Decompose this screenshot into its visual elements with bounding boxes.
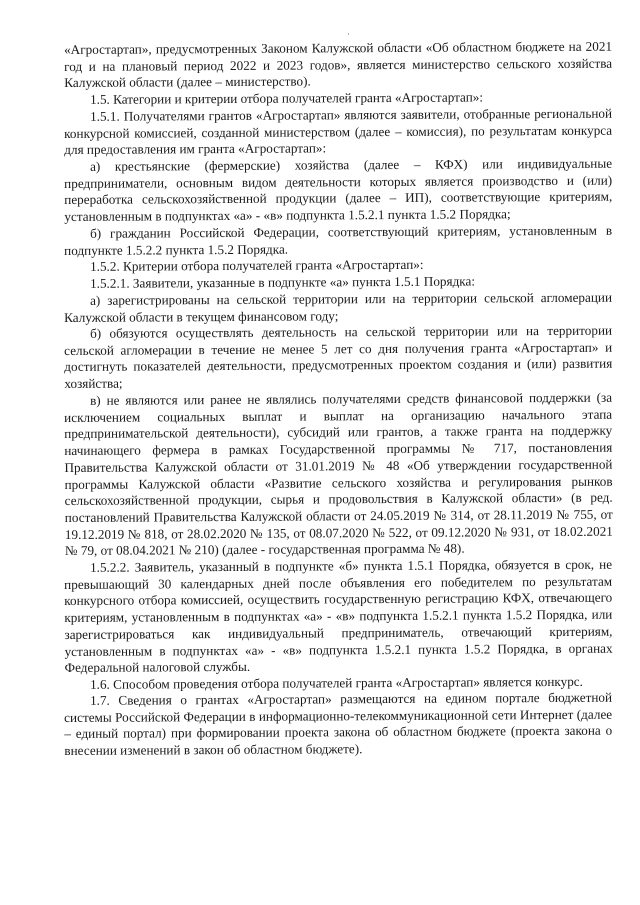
paragraph-1-5-1-b: б) гражданин Российской Федерации, соответствующий критериям, установленным в подпункте 1.5.2.2 пункта 1.5.2 Порядка. (64, 222, 613, 258)
document-body (64, 38, 613, 760)
paragraph-1-5-2: 1.5.2. Критерии отбора получателей гранта «Агростартап»: (89, 256, 424, 274)
paragraph-1-5-2-2: 1.5.2.2. Заявитель, указанный в подпункте «б» пункта 1.5.1 Порядка, обязуется в срок, не превышающий 30 календарных дней после объявления его победителем по результатам конкурсного отбора комиссией, осуществить государственную регистрацию КФХ, отвечающего критериям, установленным в подпунктах «а» - «в» подпункта 1.5.2.1 пункта 1.5.2 Порядка, или зарегистрироваться как индивидуальный предприниматель, отвечающий критериям, установленным в подпунктах «а» - «в» подпункта 1.5.2.1 пункта 1.5.2 Порядка, в органах Федеральной налоговой службы. (64, 556, 613, 676)
paragraph-1-6: 1.6. Способом проведения отбора получателей гранта «Агростартап» является конкурс. (89, 673, 583, 692)
paragraph-1-5-1-a: а) крестьянские (фермерские) хозяйства (далее – КФХ) или индивидуальные предприниматели, основным видом деятельности которых является производство и (или) переработка сельскохозяйственной продукции (далее – ИП), соответствующие критериям, установленным в подпунктах «а» - «в» подпункта 1.5.2.1 пункта 1.5.2 Порядка; (64, 155, 613, 225)
paragraph-1-5-2-1-v: в) не являются или ранее не являлись получателями средств финансовой поддержки (за исключением социальных выплат и выплат на организацию начального этапа предпринимательской деятельности), субсидий или грантов, а также гранта на поддержку начинающего фермера в рамках Государственной программы № 717, постановления Правительства Калужской области от 31.01.2019 № 48 «Об утверждении государственной программы Калужской области «Развитие сельского хозяйства и регулирования рынков сельскохозяйственной продукции, сырья и продовольствия в Калужской области» (в ред. постановлений Правительства Калужской области от 24.05.2019 № 314, от 28.11.2019 № 755, от 19.12.2019 № 818, от 28.02.2020 № 135, от 08.07.2020 № 522, от 09.12.2020 № 931, от 18.02.2021 № 79, от 08.04.2021 № 210) (далее - государственная программа № 48). (64, 389, 613, 559)
scan-dot: · (347, 29, 350, 39)
paragraph-1-5-1: 1.5.1. Получателями грантов «Агростартап» являются заявители, отобранные региональной конкурсной комиссией, созданной министерством (далее – комиссия), по результатам конкурса для предоставления им гранта «Агростартап»: (64, 105, 613, 158)
paragraph-intro: «Агростартап», предусмотренных Законом Калужской области «Об областном бюджете на 2021 год и на плановый период 2022 и 2023 годов», является министерство сельского хозяйства Калужской области (далее – министерство). (64, 38, 613, 91)
paragraph-1-5-2-1: 1.5.2.1. Заявители, указанные в подпункте «а» пункта 1.5.1 Порядка: (89, 273, 476, 291)
paragraph-1-5: 1.5. Категории и критерии отбора получателей гранта «Агростартап»: (89, 89, 484, 107)
paragraph-1-5-2-1-a: а) зарегистрированы на сельской территории или на территории сельской агломерации Калужской области в текущем финансовом году; (64, 289, 613, 325)
paragraph-1-5-2-1-b: б) обязуются осуществлять деятельность на сельской территории или на территории сельской агломерации в течение не менее 5 лет со дня получения гранта «Агростартап» и достигнуть показателей деятельности, предусмотренных проектом создания и (или) развития хозяйства; (64, 322, 613, 392)
paragraph-1-7: 1.7. Сведения о грантах «Агростартап» размещаются на едином портале бюджетной системы Российской Федерации в информационно-телекоммуникационной сети Интернет (далее – единый портал) при формировании проекта закона об областном бюджете (проекта закона о внесении изменений в закон об областном бюджете). (64, 690, 613, 759)
